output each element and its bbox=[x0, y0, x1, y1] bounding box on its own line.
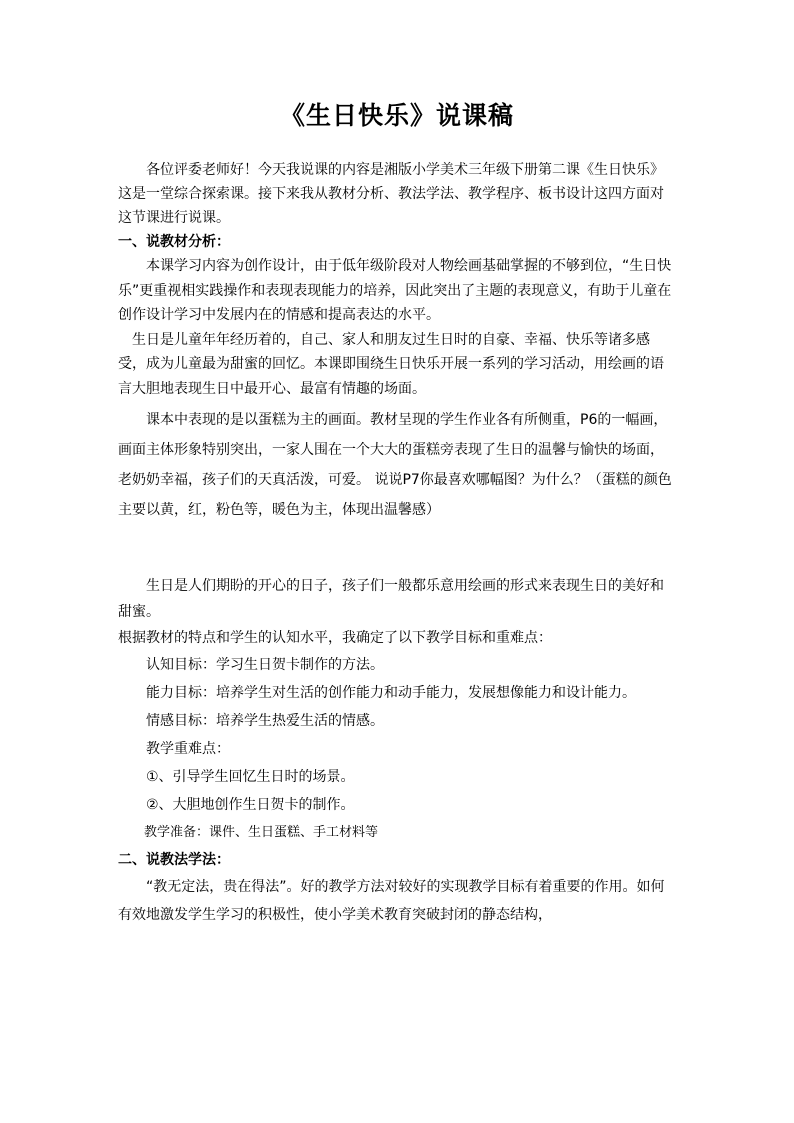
paragraph: 课本中表现的是以蛋糕为主的画面。教材呈现的学生作业各有所侧重，P6的一幅画，画面主体形象特别突出，一家人围在一个大大的蛋糕旁表现了生日的温馨与愉快的场面，老奶奶幸福，孩子们的天真活泼，可爱。 说说P7你最喜欢哪幅图？为什么？（蛋糕的颜色主要以黄，红，粉色等，暖色为主，体现出温馨感） bbox=[118, 412, 672, 518]
document-page bbox=[118, 96, 676, 929]
goal-ability: 能力目标：培养学生对生活的创作能力和动手能力，发展想像能力和设计能力。 bbox=[146, 685, 636, 701]
paragraph: 生日是人们期盼的开心的日子，孩子们一般都乐意用绘画的形式来表现生日的美好和甜蜜。 bbox=[118, 578, 664, 620]
paragraph: “教无定法，贵在得法”。好的教学方法对较好的实现教学目标有着重要的作用。如何有效地激发学生学习的积极性，使小学美术教育突破封闭的静态结构， bbox=[118, 879, 665, 923]
paragraph: 根据教材的特点和学生的认知水平，我确定了以下教学目标和重难点： bbox=[118, 630, 552, 646]
section-heading-textbook-analysis: 一、说教材分析： bbox=[118, 234, 230, 250]
key-points-label: 教学重难点： bbox=[146, 741, 230, 757]
key-point-2: ②、大胆地创作生日贺卡的制作。 bbox=[146, 797, 355, 813]
section-heading-teaching-methods: 二、说教法学法： bbox=[118, 852, 230, 868]
goal-cognitive: 认知目标：学习生日贺卡制作的方法。 bbox=[146, 657, 384, 673]
goal-emotion: 情感目标：培养学生热爱生活的情感。 bbox=[146, 713, 384, 729]
page-title: 《生日快乐》说课稿 bbox=[279, 101, 514, 130]
intro-paragraph: 各位评委老师好！今天我说课的内容是湘版小学美术三年级下册第二课《生日快乐》这是一堂综合探索课。接下来我从教材分析、教法学法、教学程序、板书设计这四方面对这节课进行说课。 bbox=[118, 162, 664, 226]
blank-space bbox=[118, 525, 676, 573]
teaching-preparation: 教学准备：课件、生日蛋糕、手工材料等 bbox=[144, 825, 379, 840]
paragraph: 本课学习内容为创作设计，由于低年级阶段对人物绘画基础掌握的不够到位，“生日快乐”更重视相实践操作和表现表现能力的培养，因此突出了主题的表现意义，有助于儿童在创作设计学习中发展内在的情感和提高表达的水平。 bbox=[118, 258, 672, 323]
key-point-1: ①、引导学生回忆生日时的场景。 bbox=[146, 769, 355, 785]
paragraph: 生日是儿童年年经历着的，自己、家人和朋友过生日时的自豪、幸福、快乐等诸多感受，成为儿童最为甜蜜的回忆。本课即围绕生日快乐开展一系列的学习活动，用绘画的语言大胆地表现生日中最开心、最富有情趣的场面。 bbox=[118, 331, 664, 397]
